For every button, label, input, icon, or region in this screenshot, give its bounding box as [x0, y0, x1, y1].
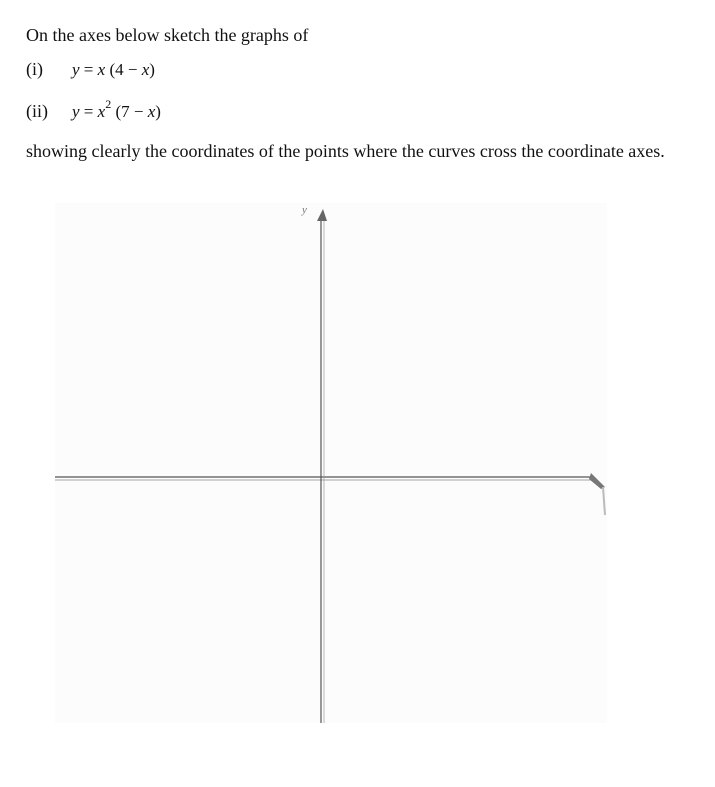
- equation-variable: x: [141, 60, 150, 79]
- part-ii: [26, 95, 161, 123]
- x-axis-arrow-icon: [589, 473, 605, 489]
- sketch-axes-area[interactable]: [55, 203, 607, 723]
- equation-lhs: y: [72, 60, 80, 79]
- equation-exponent: 2: [105, 97, 112, 111]
- question-intro: On the axes below sketch the graphs of: [26, 25, 309, 45]
- coordinate-axes: [55, 203, 607, 723]
- equation-variable: x: [147, 101, 156, 121]
- equals-sign: =: [79, 101, 98, 121]
- bracket-open: (4 −: [105, 60, 142, 79]
- x-axis-arrow-tail: [603, 487, 605, 515]
- bracket-close: ): [155, 101, 161, 121]
- part-i-equation: [72, 60, 155, 79]
- bracket-close: ): [149, 60, 155, 79]
- equals-sign: =: [79, 60, 98, 79]
- part-i-label: (i): [26, 59, 43, 79]
- part-ii-label: (ii): [26, 100, 48, 121]
- y-axis-arrow-icon: [317, 209, 327, 221]
- equation-factor: x: [97, 101, 106, 121]
- question-instruction: showing clearly the coordinates of the points where the curves cross the coordinate axes.: [26, 141, 665, 161]
- part-ii-equation: [72, 97, 161, 121]
- equation-lhs: y: [72, 101, 80, 121]
- equation-factor: x: [97, 60, 106, 79]
- bracket-open: (7 −: [111, 101, 148, 121]
- y-axis-label: y: [302, 204, 307, 216]
- part-i: [26, 58, 155, 81]
